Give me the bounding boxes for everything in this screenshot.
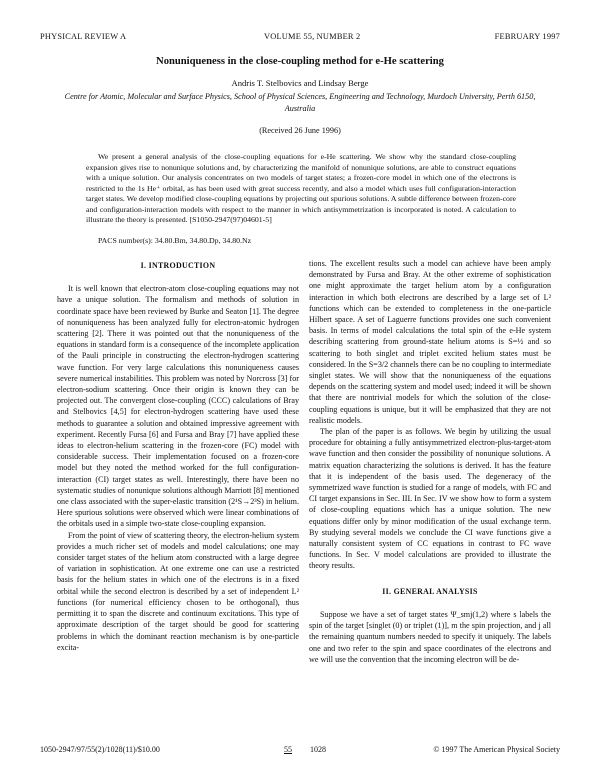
paragraph: It is well known that electron-atom close-coupling equations may not have a unique solution. The formalism and methods of solution in coordinate space have been reviewed by Burke and Seaton [1]. The degree of nonuniqueness has been analyzed fully for electron-atomic hydrogen scattering [2]. There it was pointed out that the nonuniqueness of the equations in standard form is a consequence of the incomplete application of the Pauli principle in constructing the electron-hydrogen scattering wave function. For very large calculations this nonuniqueness causes severe numerical instabilities. This problem was noted by Norcross [3] for electron-sodium scattering. Once their origin is known they can be projected out. The convergent close-coupling (CCC) calculations of Bray and Stelbovics [4,5] for electron-hydrogen scattering have used these methods to guarantee a solution and obtained impressive agreement with experiment. Recently Fursa [6] and Fursa and Bray [7] have applied these ideas to electron-helium scattering in the frozen-core (FC) model with considerable success. Their implementation focused on a frozen-core model but they noted the method worked for the full configuration-interaction (CI) target states as well. Interestingly, there have been no systematic studies of nonunique solutions although Marriott [8] mentioned one class associated with the super-elastic transition (2¹S→2³S) in helium. Here spurious solutions were observed which were linear combinations of the orbitals used in a simple two-state close-coupling expansion. [57,284,299,529]
section-heading-general-analysis: II. GENERAL ANALYSIS [382,586,478,596]
journal-name: PHYSICAL REVIEW A [40,32,127,41]
paragraph: From the point of view of scattering theory, the electron-helium system provides a much richer set of models and model calculations; one may consider target states of the helium atom constructed with a large degree of variation in sophistication. At one extreme one can use a restricted basis for the helium states in which one of the electrons is in a fixed orbital while the second electron is described by a set of independent L² functions (for numerical efficiency chosen to be orthogonal), thus permitting it to span the discrete and continuum excitations. This type of approximate description of the target should be good for scattering problems in which the dominant reaction mechanism is by one-particle excita- [57,530,299,652]
left-column [57,258,299,653]
page-number: 1028 [310,745,326,754]
copyright: © 1997 The American Physical Society [433,745,560,754]
paper-authors: Andris T. Stelbovics and Lindsay Berge [231,78,369,88]
paragraph: tions. The excellent results such a model can achieve have been amply demonstrated by Fursa and Bray. At the other extreme of sophistication one might approximate the target helium atom by a configuration interaction in which both electrons are described by a large set of L² functions which can be extended to completeness in the one-particle Hilbert space. A set of Laguerre functions provides one such convenient basis. In terms of model calculations the total spin of the e-He system describing scattering from ground-state helium atoms is S=½ and so scattering to both singlet and triplet excited helium states must be considered. In the S=3/2 channels there can be no coupling to intermediate singlet states. We will show that the nonuniqueness of the equations depends on the scattering system and model used; indeed it will be shown that there are nontrivial models for which the solution of the close-coupling equations is unique, but it will be emphasized that they are not realistic models. [309,259,551,425]
section-heading-introduction: I. INTRODUCTION [140,261,216,270]
volume-number: 55 [284,745,292,754]
author-affiliation: Centre for Atomic, Molecular and Surface Physics, School of Physical Sciences, Engineering and Technology, Murdoch University, Perth 6150, Australia [64,92,536,113]
pacs-numbers: PACS number(s): 34.80.Bm, 34.80.Dp, 34.80.Nz [98,236,252,245]
right-column [309,258,551,665]
volume-issue: VOLUME 55, NUMBER 2 [264,32,361,41]
issue-date: FEBRUARY 1997 [494,32,560,41]
received-date: (Received 26 June 1996) [259,126,341,135]
paragraph: The plan of the paper is as follows. We begin by utilizing the usual procedure for obtaining a fully antisymmetrized electron-plus-target-atom wave function and then consider the possibility of nonunique solutions. A matrix equation characterizing the solutions is derived. It has the feature that it is independent of the basis used. The degeneracy of the symmetrized wave function is studied for a range of models, with FC and CI target expansions in Sec. III. In Sec. IV we show how to form a system of close-coupling equations which has a unique solution. The new equations differ only by minor modification of the usual exchange term. By studying several models we conclude the CI wave functions give a naturally consistent system of CC equations in contrast to FC wave functions. In Sec. V model calculations are provided to illustrate the theory results. [309,427,551,571]
page-footer [40,745,560,757]
paper-title: Nonuniqueness in the close-coupling method for e-He scattering [156,56,444,67]
running-header [40,32,560,44]
abstract: We present a general analysis of the close-coupling equations for e-He scattering. We show why the standard close-coupling expansion gives rise to nonunique solutions and, by characterizing the manifold of nonunique solutions, are able to construct equations with a unique solution. Our analysis concentrates on two models of target states; a frozen-core model in which one of the electrons is restricted to the 1s He⁺ orbital, as has been used with great success recently, and also a model which uses full configuration-interaction target states. We develop modified close-coupling equations by projecting out spurious solutions. A subtle difference between frozen-core and configuration-interaction models with respect to the manner in which antisymmetrization is incorporated is noted. A calculation to illustrate the theory is presented. [S1050-2947(97)04601-5] [86,152,516,224]
article-code: 1050-2947/97/55(2)/1028(11)/$10.00 [40,745,160,754]
paragraph: Suppose we have a set of target states Ψ_smj(1,2) where s labels the spin of the target [singlet (0) or triplet (1)], m the spin projection, and j all the remaining quantum numbers needed to specify it uniquely. The labels one and two refer to the spin and space coordinates of the electrons and we will use the convention that the incoming electron will be de- [309,609,551,664]
